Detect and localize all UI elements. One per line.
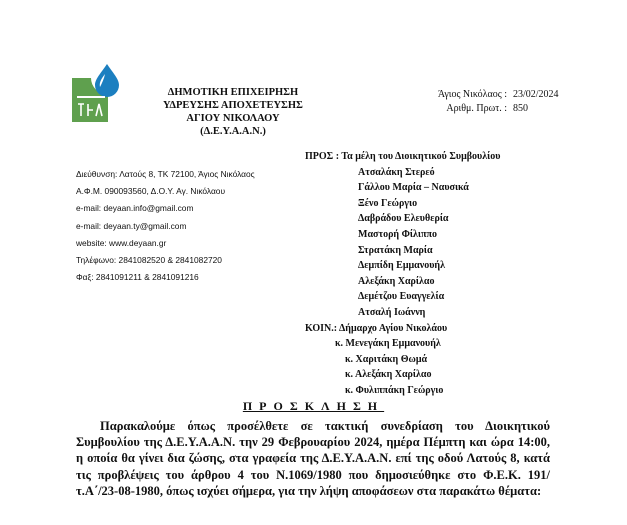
recipient-name: Ατσαλάκη Στερεό	[358, 166, 435, 178]
cc-name: κ. Χαριτάκη Θωμά	[345, 353, 428, 365]
cc-label: ΚΟΙΝ.:	[305, 322, 338, 334]
place-date-label: Άγιος Νικόλαος :	[437, 89, 507, 100]
recipient-name: Αλεξάκη Χαρίλαο	[358, 275, 435, 287]
protocol-label: Αριθμ. Πρωτ. :	[446, 103, 507, 114]
email-info[interactable]: e-mail: deyaan.info@gmail.com	[76, 203, 194, 214]
email-ty[interactable]: e-mail: deyaan.ty@gmail.com	[76, 220, 187, 231]
cc-row	[305, 321, 500, 337]
org-line: ΑΓΙΟΥ ΝΙΚΟΛΑΟΥ	[186, 113, 280, 124]
recipient-name: Ατσαλή Ιωάννη	[358, 306, 426, 318]
protocol-row	[415, 102, 559, 116]
recipients-list	[305, 149, 500, 399]
recipient-name: Γάλλου Μαρία – Ναυσικά	[358, 182, 469, 194]
org-line: (Δ.Ε.Υ.Α.Α.Ν.)	[200, 126, 266, 137]
address: Διεύθυνση: Λατούς 8, ΤΚ 72100, Άγιος Νικόλαος	[76, 169, 255, 179]
recipient-name: Στρατάκη Μαρία	[358, 244, 433, 256]
invitation-title: ΠΡΟΣΚΛΗΣΗ	[242, 399, 385, 413]
document-date: 23/02/2024	[513, 89, 559, 100]
phone: Τηλέφωνο: 2841082520 & 2841082720	[76, 255, 222, 266]
website[interactable]: website: www.deyaan.gr	[76, 237, 167, 248]
cc-name: κ. Φυλιππάκη Γεώργιο	[345, 384, 444, 396]
recipient-name: Ξένο Γεώργιο	[358, 197, 418, 209]
recipient-name: Μαστορή Φίλιππο	[358, 228, 437, 240]
recipient-name: Δαβράδου Ελευθερία	[358, 213, 449, 225]
org-line: ΔΗΜΟΤΙΚΗ ΕΠΙΧΕΙΡΗΣΗ	[167, 87, 299, 98]
date-row	[415, 88, 559, 102]
recipient-name: Δεμέτζου Ευαγγελία	[358, 291, 445, 303]
fax: Φαξ: 2841091211 & 2841091216	[76, 272, 199, 283]
recipient-name: Δεμπίδη Εμμανουήλ	[358, 260, 445, 272]
invitation-body: Παρακαλούμε όπως προσέλθετε σε τακτική συνεδρίαση του Διοικητικού Συμβουλίου της Δ.Ε.Υ.Α.Α.Ν. την 29 Φεβρουαρίου 2024, ημέρα Πέμπτη και ώρα 14:00, η οποία θα γίνει δια ζώσης, στα γραφεία της Δ.Ε.Υ.Α.Α.Ν. επί της οδού Λατούς 8, κατά τις προβλέψεις του άρθρου 4 του Ν.1069/1980 που δημοσιεύθηκε στο Φ.Ε.Κ. 191/τ.Α΄/23-08-1980, όπως ισχύει σήμερα, για την λήψη αποφάσεων στα παρακάτω θέματα:	[76, 419, 550, 498]
cc-first: Δήμαρχο Αγίου Νικολάου	[339, 322, 448, 334]
document-meta	[415, 88, 559, 116]
cc-name: κ. Αλεξάκη Χαρίλαο	[345, 369, 432, 381]
cc-name: κ. Μενεγάκη Εμμανουήλ	[335, 338, 441, 350]
tax-info: Α.Φ.Μ. 090093560, Δ.Ο.Υ. Αγ. Νικόλαου	[76, 186, 226, 197]
organization-name	[128, 86, 338, 138]
protocol-number: 850	[513, 103, 528, 114]
contact-info	[76, 166, 255, 286]
to-label: ΠΡΟΣ : Τα μέλη του Διοικητικού Συμβουλίου	[305, 151, 501, 162]
deyaan-logo-icon	[70, 62, 124, 124]
org-line: ΥΔΡΕΥΣΗΣ ΑΠΟΧΕΤΕΥΣΗΣ	[163, 100, 303, 111]
